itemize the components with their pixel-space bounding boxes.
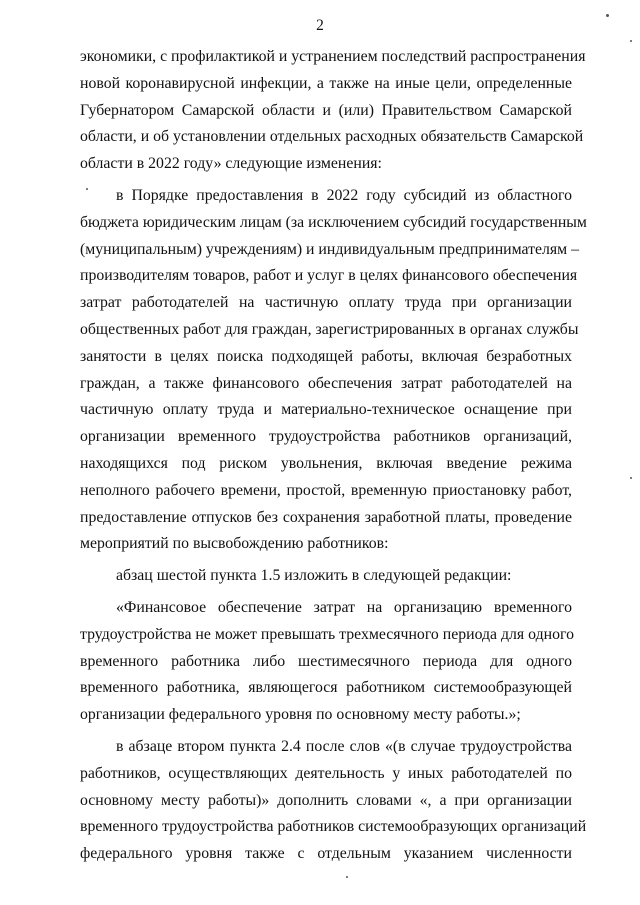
text-line: временного работника либо шестимесячного периода для одного (80, 652, 572, 670)
text-line: затрат работодателей на частичную оплату труда при организации (80, 294, 572, 312)
text-line: (муниципальным) учреждениям) и индивидуальным предпринимателям – (80, 240, 580, 258)
text-line: области, и об установлении отдельных расходных обязательств Самарской (80, 128, 584, 146)
text-line: абзац шестой пункта 1.5 изложить в следующей редакции: (116, 567, 512, 585)
paragraph (80, 563, 572, 590)
text-line: в Порядке предоставления в 2022 году субсидий из областного (116, 186, 572, 204)
paragraph (80, 183, 587, 558)
text-line: организации федерального уровня по основному месту работы.»; (80, 706, 521, 724)
text-line: Губернатором Самарской области и (или) Правительством Самарской (80, 101, 572, 119)
text-line: частичную оплату труда и материально-техническое оснащение при (80, 401, 572, 419)
text-line: основному месту работы)» дополнить словами «, а при организации (80, 791, 572, 809)
text-line: временного трудоустройства работников системообразующих организаций (80, 818, 587, 836)
text-line: области в 2022 году» следующие изменения: (80, 155, 382, 173)
text-line: граждан, а также финансового обеспечения затрат работодателей на (80, 374, 572, 392)
text-line: предоставление отпусков без сохранения заработной платы, проведение (80, 508, 572, 526)
text-line: бюджета юридическим лицам (за исключением субсидий государственным (80, 213, 587, 231)
text-line: организации временного трудоустройства работников организаций, (80, 428, 572, 446)
text-line: «Финансовое обеспечение затрат на организацию временного (116, 598, 572, 616)
paragraph (80, 734, 587, 868)
paragraph (80, 44, 586, 178)
scan-speck (86, 188, 88, 190)
scan-speck (630, 40, 632, 42)
text-line: мероприятий по высвобождению работников: (80, 535, 389, 553)
text-line: экономики, с профилактикой и устранением последствий распространения (80, 48, 586, 65)
text-line: занятости в целях поиска подходящей работы, включая безработных (80, 347, 572, 365)
scan-speck (606, 14, 609, 17)
text-line: трудоустройства не может превышать трехмесячного периода для одного (80, 625, 574, 643)
text-line: производителям товаров, работ и услуг в целях финансового обеспечения (80, 267, 578, 285)
scan-speck (630, 477, 632, 479)
text-line: работников, осуществляющих деятельность у иных работодателей по (80, 764, 572, 782)
page-number: 2 (316, 17, 324, 34)
text-line: федерального уровня также с отдельным указанием численности (80, 845, 572, 863)
text-line: неполного рабочего времени, простой, временную приостановку работ, (80, 481, 572, 499)
text-line: новой коронавирусной инфекции, а также на иные цели, определенные (80, 74, 572, 92)
text-line: находящихся под риском увольнения, включая введение режима (80, 454, 572, 472)
text-line: общественных работ для граждан, зарегистрированных в органах службы (80, 320, 579, 338)
text-line: в абзаце втором пункта 2.4 после слов «(в случае трудоустройства (116, 737, 572, 755)
scan-speck (346, 876, 348, 878)
document-body (80, 44, 587, 868)
paragraph (80, 595, 572, 729)
text-line: временного работника, являющегося работником системообразующей (80, 679, 572, 697)
